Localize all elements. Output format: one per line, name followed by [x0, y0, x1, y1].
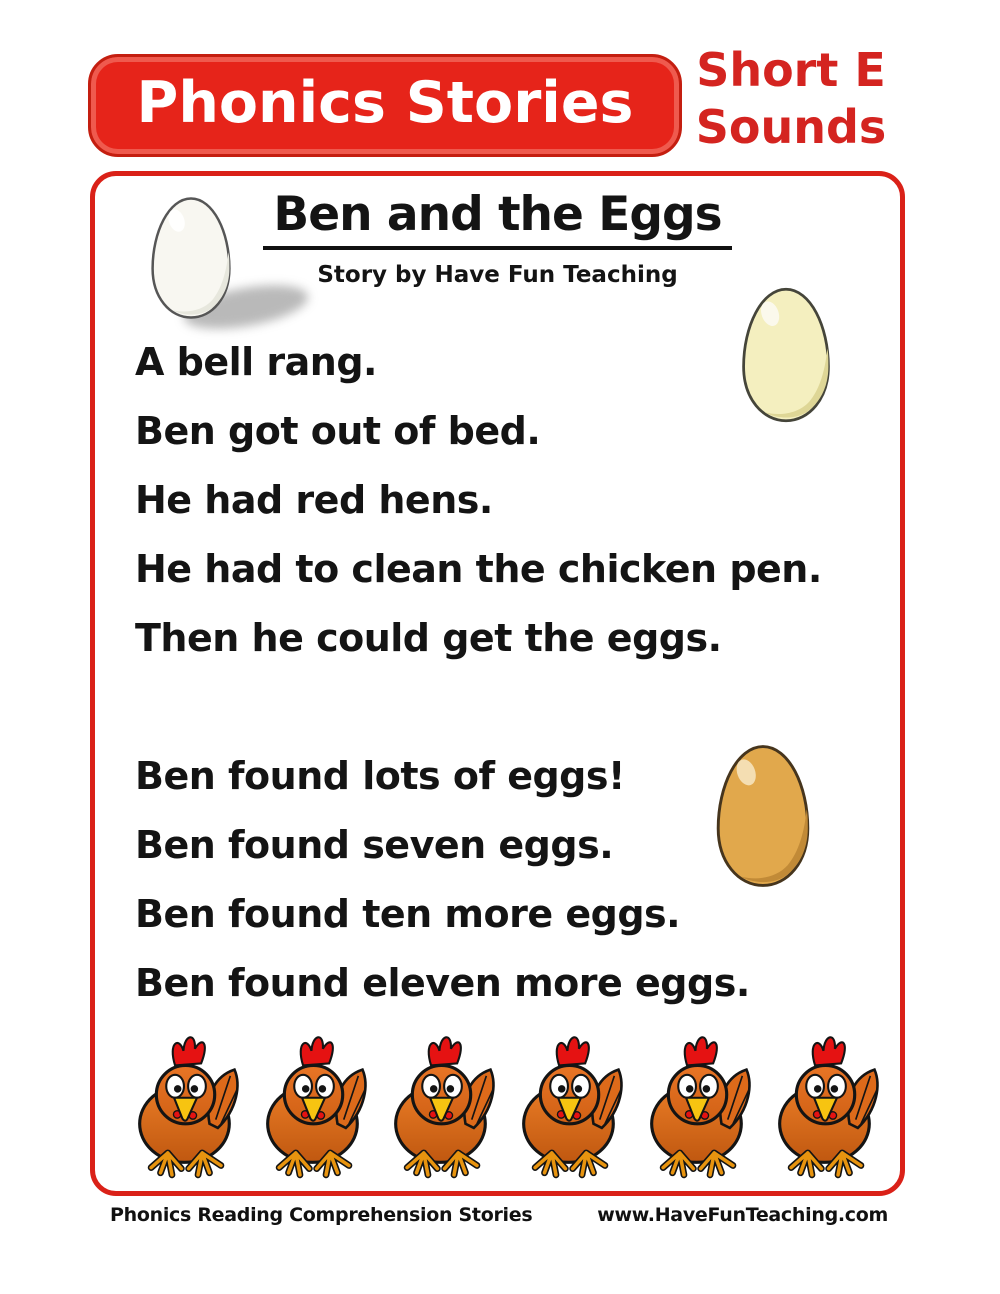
hen-icon — [257, 1030, 369, 1178]
phonics-stories-banner — [88, 54, 682, 157]
story-line: A bell rang. — [135, 340, 377, 384]
footer-series-label: Phonics Reading Comprehension Stories — [110, 1204, 533, 1226]
hen-icon — [513, 1030, 625, 1178]
story-byline: Story by Have Fun Teaching — [317, 262, 678, 288]
story-line: Then he could get the eggs. — [135, 616, 722, 660]
story-paragraph-1 — [135, 328, 822, 673]
hen-icon — [385, 1030, 497, 1178]
hen-icon — [641, 1030, 753, 1178]
story-line: Ben got out of bed. — [135, 409, 541, 453]
story-paragraph-2 — [135, 742, 750, 1018]
hen-row — [129, 1026, 881, 1178]
story-line: Ben found eleven more eggs. — [135, 961, 750, 1005]
short-e-sounds-label — [690, 42, 892, 156]
story-sheet — [90, 171, 905, 1196]
story-line: He had to clean the chicken pen. — [135, 547, 822, 591]
short-e-line: Short E — [696, 43, 886, 97]
story-line: He had red hens. — [135, 478, 493, 522]
sounds-line: Sounds — [695, 100, 887, 154]
hen-icon — [129, 1030, 241, 1178]
story-line: Ben found ten more eggs. — [135, 892, 681, 936]
hen-icon — [769, 1030, 881, 1178]
story-line: Ben found seven eggs. — [135, 823, 614, 867]
page-footer — [110, 1204, 888, 1226]
footer-website-label: www.HaveFunTeaching.com — [597, 1204, 888, 1226]
banner-title: Phonics Stories — [136, 70, 634, 136]
story-title: Ben and the Eggs — [263, 190, 731, 250]
story-line: Ben found lots of eggs! — [135, 754, 625, 798]
